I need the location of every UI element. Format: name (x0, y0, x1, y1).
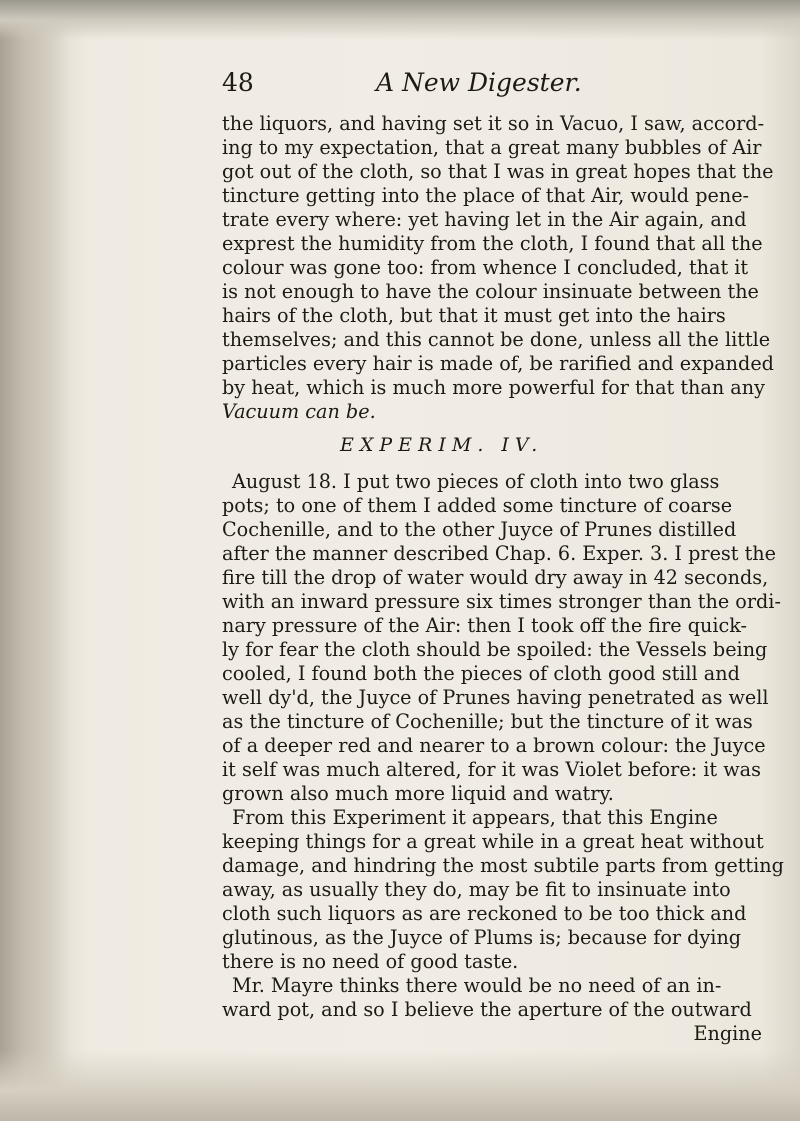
text-line: is not enough to have the colour insinuate between the (222, 280, 759, 303)
text-line: From this Experiment it appears, that this Engine (232, 806, 718, 829)
text-line: well dy'd, the Juyce of Prunes having penetrated as well (222, 686, 769, 709)
text-line: themselves; and this cannot be done, unless all the little (222, 328, 771, 351)
text-line: tincture getting into the place of that Air, would pene- (222, 184, 750, 207)
top-page-edge (0, 0, 800, 40)
text-line: glutinous, as the Juyce of Plums is; because for dying (222, 926, 742, 949)
text-line: after the manner described Chap. 6. Exper. 3. I prest the (222, 542, 777, 565)
page-number: 48 (222, 68, 254, 97)
text-line: there is no need of good taste. (222, 950, 519, 973)
text-line: ing to my expectation, that a great many bubbles of Air (222, 136, 762, 159)
catchword: Engine (693, 1022, 762, 1045)
text-line: Mr. Mayre thinks there would be no need of an in- (232, 974, 722, 997)
bottom-page-edge (0, 1050, 800, 1121)
text-line: August 18. I put two pieces of cloth into two glass (232, 470, 720, 493)
text-line: cooled, I found both the pieces of cloth good still and (222, 662, 740, 685)
text-line: fire till the drop of water would dry away in 42 seconds, (222, 566, 769, 589)
text-line: the liquors, and having set it so in Vacuo, I saw, accord- (222, 112, 765, 135)
text-line: ly for fear the cloth should be spoiled: the Vessels being (222, 638, 768, 661)
book-gutter-shadow (0, 0, 70, 1121)
text-line: by heat, which is much more powerful for that than any (222, 376, 765, 399)
text-line: exprest the humidity from the cloth, I found that all the (222, 232, 763, 255)
text-line: grown also much more liquid and watry. (222, 782, 614, 805)
text-line: of a deeper red and nearer to a brown colour: the Juyce (222, 734, 766, 757)
text-line: keeping things for a great while in a great heat without (222, 830, 764, 853)
text-line: nary pressure of the Air: then I took off the fire quick- (222, 614, 748, 637)
running-head: A New Digester. (376, 68, 582, 97)
text-line: it self was much altered, for it was Violet before: it was (222, 758, 761, 781)
page-header (222, 68, 782, 108)
text-line: colour was gone too: from whence I concluded, that it (222, 256, 749, 279)
text-line: particles every hair is made of, be rarified and expanded (222, 352, 774, 375)
text-line: ward pot, and so I believe the aperture of the outward (222, 998, 752, 1021)
text-line: Cochenille, and to the other Juyce of Prunes distilled (222, 518, 737, 541)
text-line: damage, and hindring the most subtile parts from getting (222, 854, 784, 877)
text-line: trate every where: yet having let in the Air again, and (222, 208, 747, 231)
text-line: hairs of the cloth, but that it must get into the hairs (222, 304, 726, 327)
text-line: cloth such liquors as are reckoned to be too thick and (222, 902, 747, 925)
section-heading: EXPERIM. IV. (340, 434, 544, 456)
text-line: got out of the cloth, so that I was in great hopes that the (222, 160, 774, 183)
text-line: as the tincture of Cochenille; but the tincture of it was (222, 710, 753, 733)
text-line: with an inward pressure six times stronger than the ordi- (222, 590, 781, 613)
text-line: pots; to one of them I added some tincture of coarse (222, 494, 733, 517)
text-line: Vacuum can be. (222, 400, 376, 423)
text-line: away, as usually they do, may be fit to insinuate into (222, 878, 731, 901)
